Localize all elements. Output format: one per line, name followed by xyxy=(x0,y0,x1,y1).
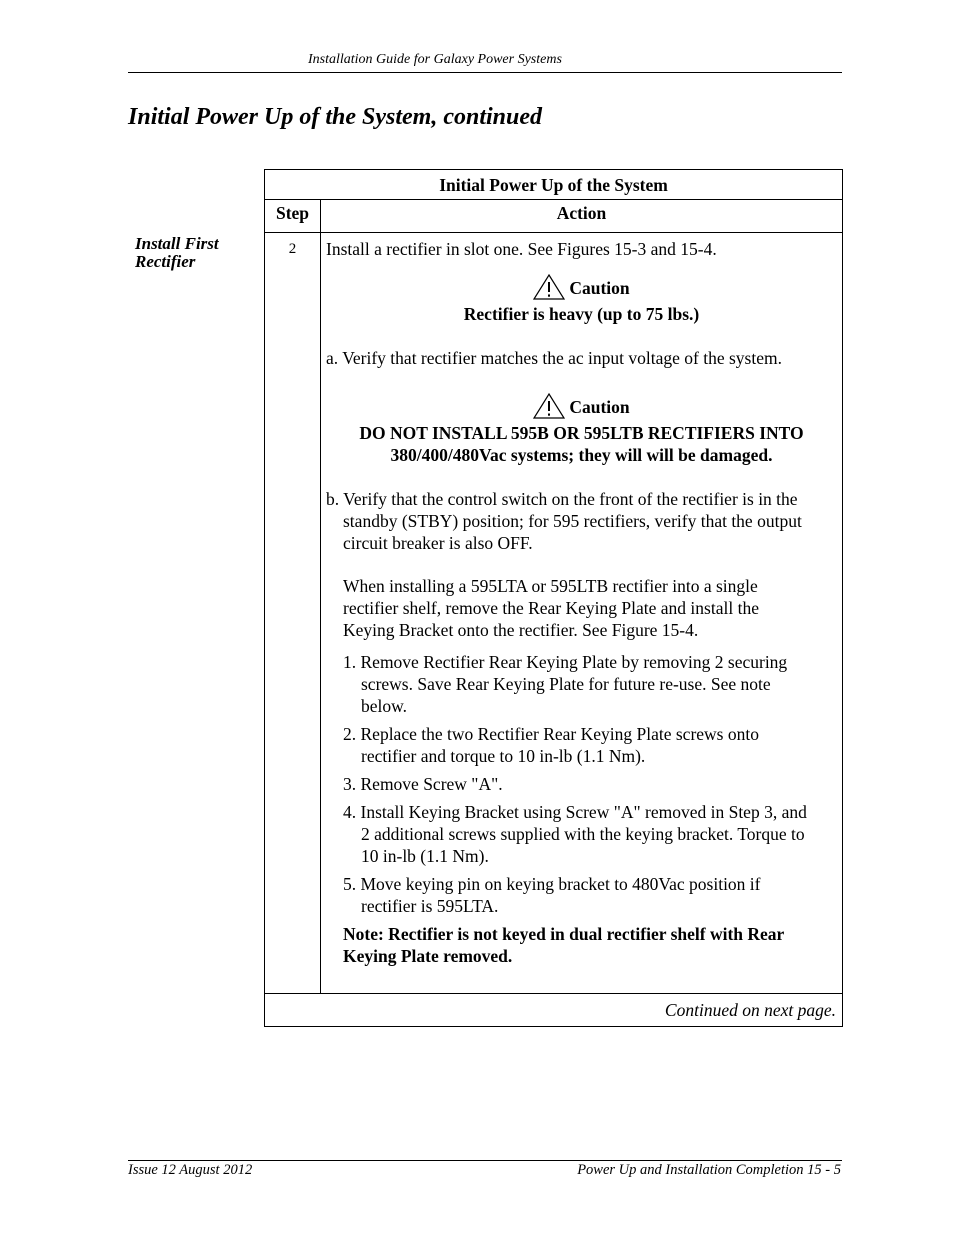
substep-5: 5. Move keying pin on keying bracket to 480Vac position if xyxy=(343,874,761,894)
step-item-b: standby (STBY) position; for 595 rectifiers, verify that the output xyxy=(343,511,802,531)
caution-heading xyxy=(321,274,842,300)
paragraph: rectifier shelf, remove the Rear Keying Plate and install the xyxy=(343,598,759,618)
footer-issue: Issue 12 August 2012 xyxy=(128,1162,253,1178)
continued-text: Continued on next page. xyxy=(664,1000,836,1020)
substep-5: rectifier is 595LTA. xyxy=(361,896,499,916)
substep-4: 4. Install Keying Bracket using Screw "A" removed in Step 3, and xyxy=(343,802,807,822)
footer-page: Power Up and Installation Completion 15 - 5 xyxy=(577,1162,841,1178)
substep-3: 3. Remove Screw "A". xyxy=(343,774,503,794)
header-rule xyxy=(128,72,842,73)
substep-1: screws. Save Rear Keying Plate for future re-use. See note xyxy=(361,674,771,694)
substep-4: 2 additional screws supplied with the keying bracket. Torque to xyxy=(361,824,805,844)
substep-2: rectifier and torque to 10 in-lb (1.1 Nm). xyxy=(361,746,646,766)
action-intro: Install a rectifier in slot one. See Figures 15-3 and 15-4. xyxy=(326,239,717,259)
substep-1: below. xyxy=(361,696,408,716)
footer-rule xyxy=(128,1160,842,1161)
table-caption: Initial Power Up of the System xyxy=(439,175,668,195)
running-header: Installation Guide for Galaxy Power Systems xyxy=(308,52,562,67)
caution-label: Caution xyxy=(569,278,630,298)
step-column-header: Step xyxy=(275,203,310,223)
step-item-b: circuit breaker is also OFF. xyxy=(343,533,533,553)
page-title: Initial Power Up of the System, continued xyxy=(128,104,543,130)
warning-triangle-icon xyxy=(533,274,565,300)
action-column-header: Action xyxy=(556,203,607,223)
table-rule xyxy=(265,993,842,994)
substep-2: 2. Replace the two Rectifier Rear Keying Plate screws onto xyxy=(343,724,759,744)
paragraph: Keying Bracket onto the rectifier. See Figure 15-4. xyxy=(343,620,699,640)
side-label: Install First Rectifier xyxy=(135,234,219,271)
caution-text: 380/400/480Vac systems; they will will be damaged. xyxy=(390,445,773,465)
caution-text: DO NOT INSTALL 595B OR 595LTB RECTIFIERS INTO xyxy=(359,423,804,443)
substep-1: 1. Remove Rectifier Rear Keying Plate by removing 2 securing xyxy=(343,652,788,672)
step-number: 2 xyxy=(288,241,297,257)
step-item-b: b. Verify that the control switch on the front of the rectifier is in the xyxy=(326,489,798,509)
table-rule xyxy=(265,199,842,200)
procedure-table xyxy=(264,169,843,1027)
note: Note: Rectifier is not keyed in dual rectifier shelf with Rear xyxy=(343,924,785,944)
table-rule xyxy=(265,232,842,233)
caution-text: Rectifier is heavy (up to 75 lbs.) xyxy=(463,304,700,324)
caution-heading xyxy=(321,393,842,419)
warning-triangle-icon xyxy=(533,393,565,419)
paragraph: When installing a 595LTA or 595LTB rectifier into a single xyxy=(343,576,758,596)
note: Keying Plate removed. xyxy=(343,946,513,966)
step-item-a: a. Verify that rectifier matches the ac input voltage of the system. xyxy=(326,348,782,368)
caution-label: Caution xyxy=(569,397,630,417)
substep-4: 10 in-lb (1.1 Nm). xyxy=(361,846,489,866)
